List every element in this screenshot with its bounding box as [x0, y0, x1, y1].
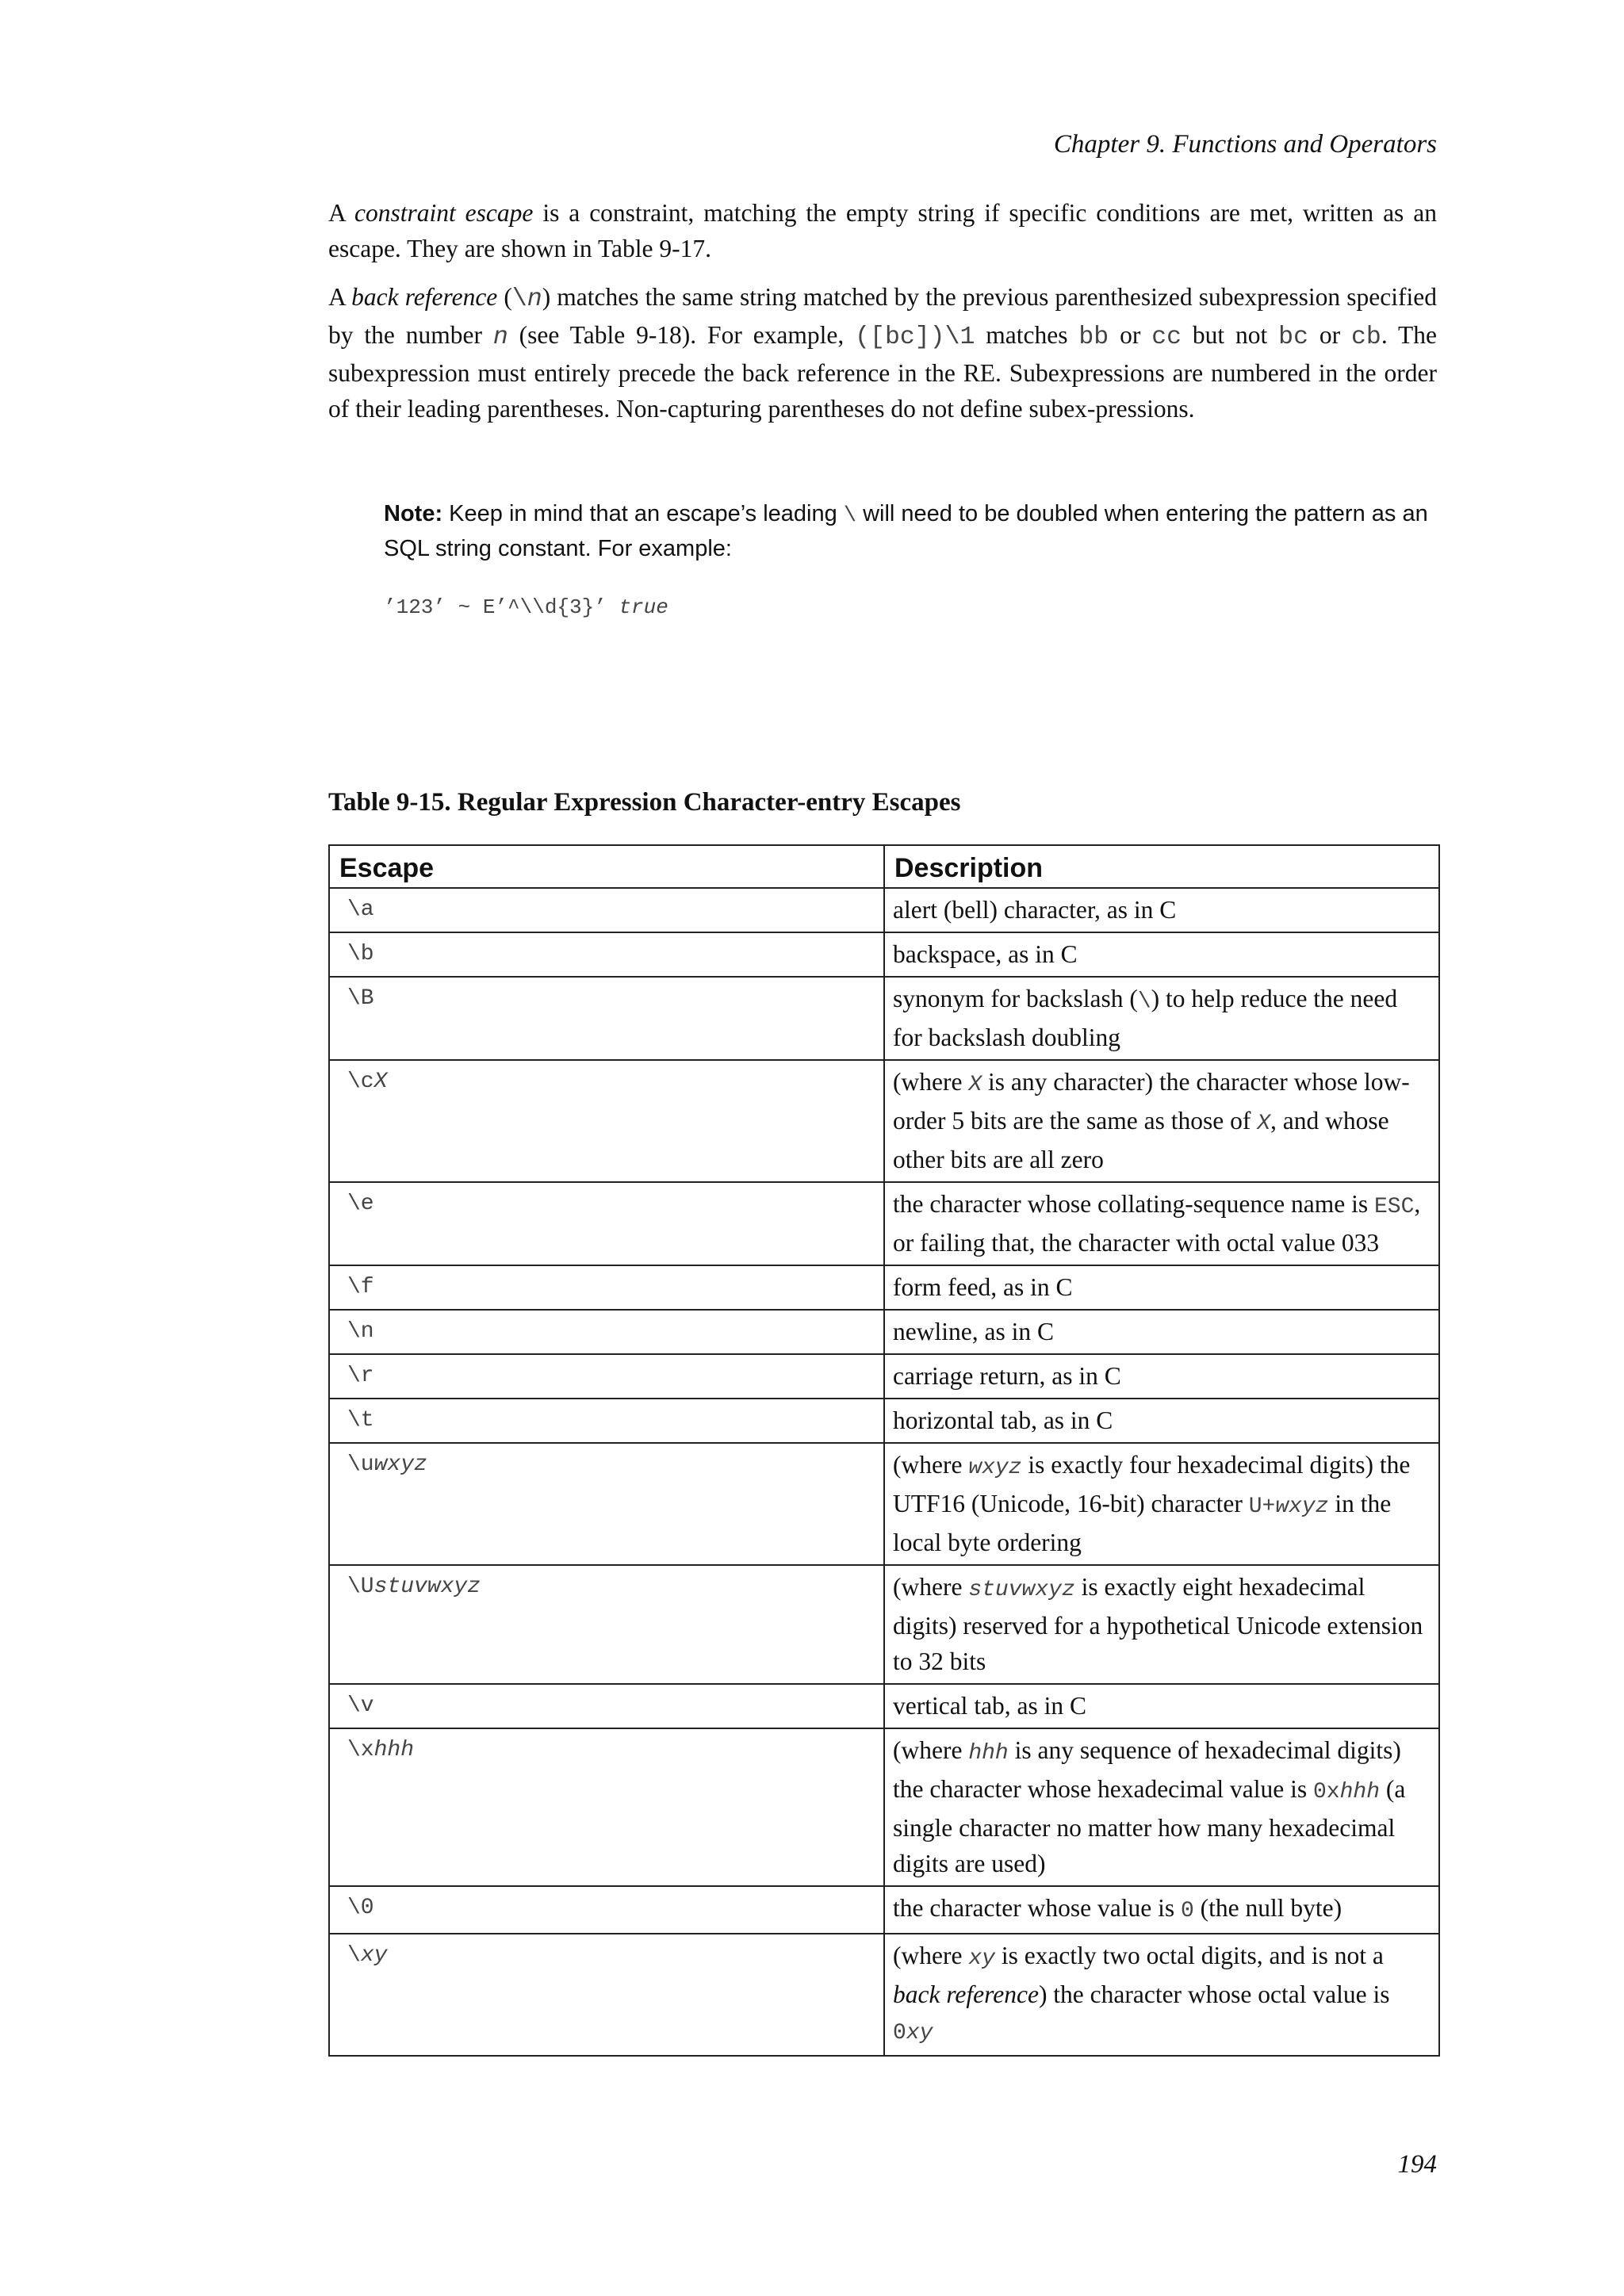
- note-block: [384, 498, 1437, 565]
- text: is exactly four hexadecimal digits) the UTF16 (Unicode, 16-bit) character: [893, 1451, 1411, 1517]
- text: (the null byte): [1193, 1894, 1342, 1922]
- text: Keep in mind that an escape’s leading: [442, 501, 844, 526]
- term-constraint-escape: constraint escape: [354, 199, 534, 227]
- table-row: [329, 1182, 1439, 1265]
- escape-cell: [329, 1443, 884, 1565]
- table-row: [329, 1310, 1439, 1354]
- text: . The subexpression must entirely precede the back reference in the RE. Subexpressions are numbered in the order of their leading parentheses. Non-capturing parentheses do not define subex-pressions.: [328, 321, 1437, 423]
- description-cell: horizontal tab, as in C: [884, 1399, 1439, 1443]
- text: A: [328, 199, 354, 227]
- table-row: [329, 1265, 1439, 1310]
- text: the character whose collating-sequence name is: [893, 1190, 1374, 1218]
- code-result: true: [619, 595, 668, 619]
- code-var: hhh: [968, 1741, 1009, 1766]
- text: will need to be doubled when entering the pattern as an SQL string constant. For example:: [384, 501, 1428, 561]
- code-var: stuvwxyz: [373, 1575, 481, 1599]
- code: bc: [1278, 323, 1308, 351]
- escape-cell: \v: [329, 1684, 884, 1728]
- text: ) to help reduce the need for backslash doubling: [893, 985, 1398, 1051]
- escape-cell: \0: [329, 1886, 884, 1934]
- code: cb: [1351, 323, 1381, 351]
- code: 0: [893, 2021, 906, 2045]
- text: ) the character whose octal value is: [1038, 1980, 1390, 2008]
- text: but not: [1182, 321, 1279, 349]
- code: \u: [347, 1452, 374, 1477]
- description-cell: vertical tab, as in C: [884, 1684, 1439, 1728]
- escape-cell: [329, 1934, 884, 2056]
- description-cell: [884, 1443, 1439, 1565]
- escape-cell: \b: [329, 932, 884, 977]
- escapes-table: [328, 844, 1440, 2057]
- text: (see Table 9-18). For example,: [508, 321, 856, 349]
- code: 0x: [1313, 1780, 1340, 1804]
- text: or: [1109, 321, 1152, 349]
- code-var: xy: [968, 1946, 995, 1971]
- escape-cell: [329, 1060, 884, 1182]
- escape-cell: \B: [329, 977, 884, 1060]
- escape-cell: \t: [329, 1399, 884, 1443]
- code-var: hhh: [1339, 1780, 1381, 1804]
- code-var: n: [527, 285, 542, 313]
- description-cell: [884, 1886, 1439, 1934]
- code: \x: [347, 1738, 374, 1762]
- text: in the local byte ordering: [893, 1490, 1392, 1556]
- description-cell: backspace, as in C: [884, 932, 1439, 977]
- table-row: [329, 1565, 1439, 1684]
- running-head: Chapter 9. Functions and Operators: [1053, 130, 1437, 159]
- term-back-reference: back reference: [893, 1980, 1039, 2008]
- text: (where: [893, 1942, 969, 1969]
- text: , or failing that, the character with octal value 033: [893, 1190, 1421, 1257]
- paragraph-constraint-escape: [328, 195, 1437, 266]
- text: (where: [893, 1068, 969, 1096]
- table-row: [329, 1443, 1439, 1565]
- note-label: Note:: [384, 501, 443, 526]
- table-header-row: [329, 845, 1439, 888]
- escape-cell: [329, 1728, 884, 1886]
- description-cell: carriage return, as in C: [884, 1354, 1439, 1399]
- table-row: [329, 977, 1439, 1060]
- table-row: [329, 888, 1439, 932]
- code-var: xy: [906, 2021, 933, 2045]
- code-var: wxyz: [1275, 1494, 1329, 1519]
- text: (a single character no matter how many hexadecimal digits are used): [893, 1775, 1406, 1877]
- page-number: 194: [1397, 2150, 1437, 2179]
- text: , and whose other bits are all zero: [893, 1107, 1389, 1173]
- description-cell: [884, 1182, 1439, 1265]
- text: (where: [893, 1451, 969, 1479]
- table-row: [329, 1934, 1439, 2056]
- column-header: Escape: [329, 845, 884, 888]
- table-title: Table 9-15. Regular Expression Character-entry Escapes: [328, 788, 961, 817]
- text: synonym for backslash (: [893, 985, 1138, 1012]
- table-row: [329, 1399, 1439, 1443]
- table-row: [329, 1354, 1439, 1399]
- text: is any character) the character whose low-order 5 bits are the same as those of: [893, 1068, 1410, 1135]
- text: is exactly eight hexadecimal digits) reserved for a hypothetical Unicode extension to 32 bits: [893, 1573, 1423, 1675]
- table-row: [329, 1886, 1439, 1934]
- code: ’123’ ~ E’^\\d{3}’: [384, 595, 619, 619]
- escape-cell: \e: [329, 1182, 884, 1265]
- text: or: [1308, 321, 1351, 349]
- table-row: [329, 1728, 1439, 1886]
- text: the character whose value is: [893, 1894, 1181, 1922]
- code-var: X: [968, 1073, 982, 1097]
- description-cell: newline, as in C: [884, 1310, 1439, 1354]
- text: matches: [975, 321, 1079, 349]
- term-back-reference: back reference: [351, 283, 498, 311]
- code: \: [347, 1943, 361, 1968]
- code-var: wxyz: [968, 1456, 1022, 1480]
- escape-cell: \f: [329, 1265, 884, 1310]
- escape-cell: \a: [329, 888, 884, 932]
- escape-cell: [329, 1565, 884, 1684]
- description-cell: alert (bell) character, as in C: [884, 888, 1439, 932]
- code-var: xy: [360, 1943, 388, 1968]
- description-cell: [884, 1565, 1439, 1684]
- text: is a constraint, matching the empty string if specific conditions are met, written as an escape. They are shown in Table 9-17.: [328, 199, 1437, 262]
- note-example-code: [384, 593, 668, 622]
- text: (where: [893, 1573, 969, 1601]
- description-cell: form feed, as in C: [884, 1265, 1439, 1310]
- table-row: [329, 1060, 1439, 1182]
- code: \: [1137, 989, 1151, 1014]
- code: \c: [347, 1070, 374, 1094]
- text: is exactly two octal digits, and is not a: [994, 1942, 1384, 1969]
- column-header: Description: [884, 845, 1439, 888]
- code: ([bc])\1: [855, 323, 975, 351]
- code-var: n: [492, 323, 508, 351]
- code-var: wxyz: [373, 1452, 427, 1477]
- code-var: hhh: [373, 1738, 415, 1762]
- table-row: [329, 1684, 1439, 1728]
- code: U+: [1248, 1494, 1276, 1519]
- text: is any sequence of hexadecimal digits) the character whose hexadecimal value is: [893, 1736, 1401, 1803]
- code-var: stuvwxyz: [968, 1578, 1075, 1602]
- code-var: X: [373, 1070, 388, 1094]
- description-cell: [884, 1060, 1439, 1182]
- code: \U: [347, 1575, 374, 1599]
- text: ) matches the same string matched by the previous parenthesized subexpression specified by the number: [328, 283, 1437, 349]
- code: \: [843, 504, 857, 528]
- escape-cell: \n: [329, 1310, 884, 1354]
- escape-cell: \r: [329, 1354, 884, 1399]
- code: bb: [1078, 323, 1109, 351]
- text: (where: [893, 1736, 969, 1764]
- paragraph-back-reference: [328, 279, 1437, 427]
- description-cell: [884, 977, 1439, 1060]
- code: \: [511, 285, 527, 313]
- description-cell: [884, 1934, 1439, 2056]
- text: (: [497, 283, 512, 311]
- text: A: [328, 283, 352, 311]
- code: cc: [1151, 323, 1182, 351]
- description-cell: [884, 1728, 1439, 1886]
- code: 0: [1180, 1899, 1194, 1923]
- code-var: X: [1257, 1112, 1271, 1136]
- code: ESC: [1373, 1195, 1415, 1219]
- table-row: [329, 932, 1439, 977]
